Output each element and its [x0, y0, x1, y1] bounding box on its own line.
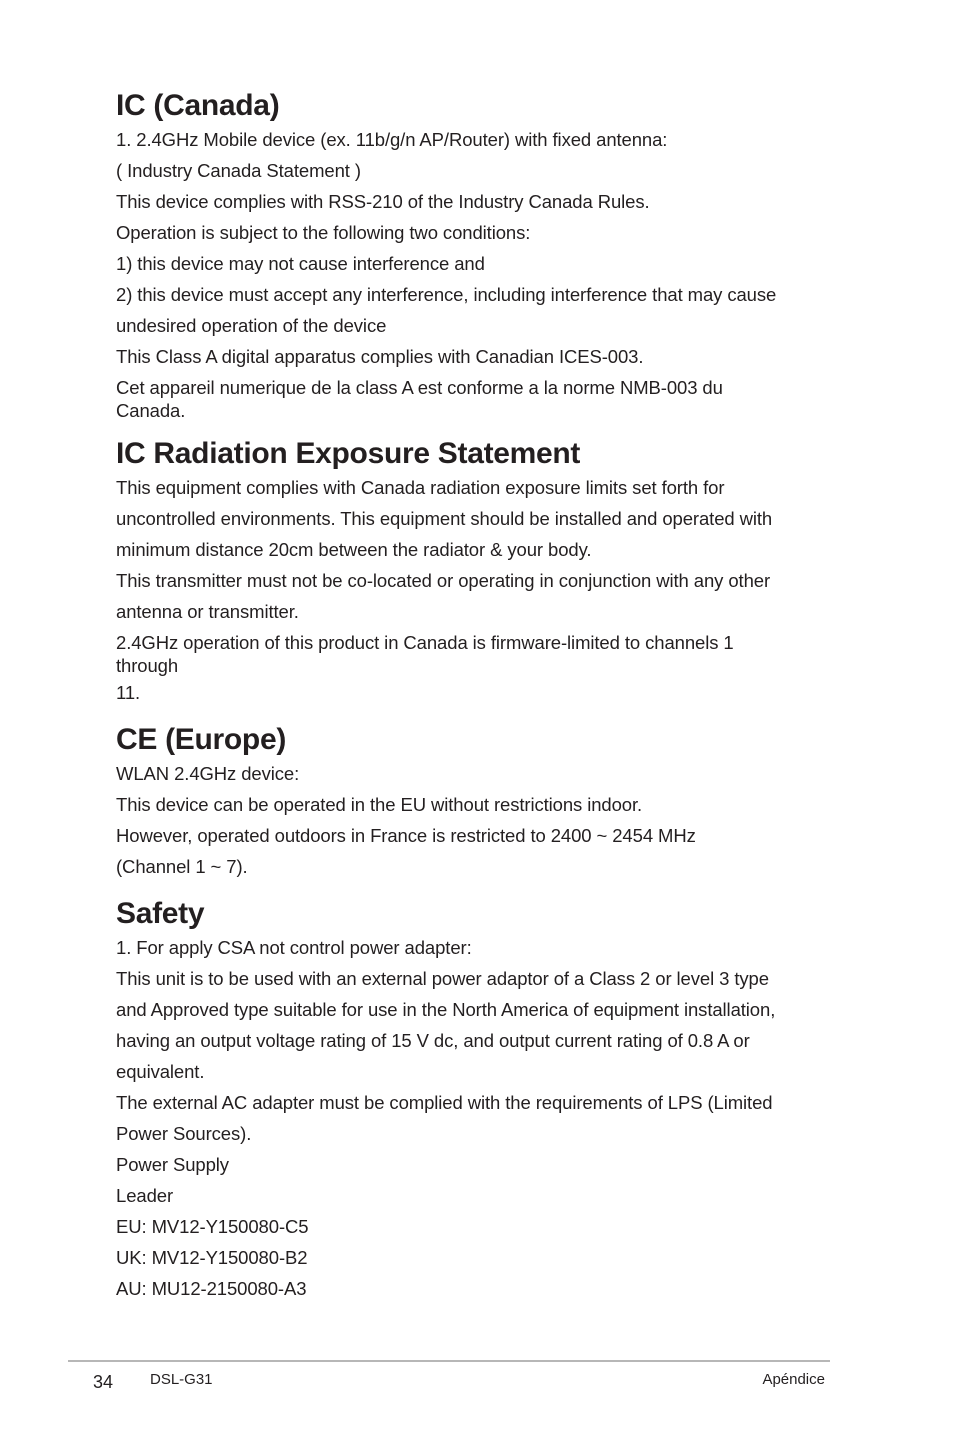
ic-canada-line-9: Cet appareil numerique de la class A est conforme a la norme NMB-003 du Canada.	[116, 377, 723, 421]
safety-line-10: EU: MV12-Y150080-C5	[116, 1216, 309, 1237]
ic-radiation-line-3: minimum distance 20cm between the radiator & your body.	[116, 539, 592, 560]
footer-section-name: Apéndice	[762, 1371, 825, 1388]
ce-europe-line-3: However, operated outdoors in France is restricted to 2400 ~ 2454 MHz	[116, 825, 696, 846]
safety-line-1: 1. For apply CSA not control power adapter:	[116, 937, 472, 958]
ic-radiation-line-1: This equipment complies with Canada radiation exposure limits set forth for	[116, 477, 725, 498]
section-title-ic-canada: IC (Canada)	[116, 89, 280, 122]
footer-model-name: DSL-G31	[150, 1371, 213, 1388]
ic-radiation-line-2: uncontrolled environments. This equipment should be installed and operated with	[116, 508, 773, 529]
footer-page-number: 34	[93, 1372, 114, 1392]
ic-radiation-line-6: 2.4GHz operation of this product in Canada is firmware-limited to channels 1 through	[116, 632, 734, 676]
safety-line-2: This unit is to be used with an external power adaptor of a Class 2 or level 3 type	[116, 968, 769, 989]
safety-line-12: AU: MU12-2150080-A3	[116, 1278, 307, 1299]
safety-line-6: The external AC adapter must be complied with the requirements of LPS (Limited	[116, 1092, 773, 1113]
section-title-ce-europe: CE (Europe)	[116, 723, 287, 756]
ce-europe-line-4: (Channel 1 ~ 7).	[116, 856, 248, 877]
ic-canada-line-6: 2) this device must accept any interference, including interference that may cause	[116, 284, 777, 305]
ic-canada-line-7: undesired operation of the device	[116, 315, 387, 336]
ic-radiation-line-7: 11.	[116, 682, 141, 703]
ic-canada-line-2: ( Industry Canada Statement )	[116, 160, 361, 181]
ic-canada-line-5: 1) this device may not cause interference and	[116, 253, 485, 274]
footer-divider	[68, 1360, 830, 1362]
safety-line-8: Power Supply	[116, 1154, 229, 1175]
section-title-ic-radiation: IC Radiation Exposure Statement	[116, 437, 581, 470]
ce-europe-line-2: This device can be operated in the EU without restrictions indoor.	[116, 794, 643, 815]
section-title-safety: Safety	[116, 897, 205, 930]
ce-europe-line-1: WLAN 2.4GHz device:	[116, 763, 300, 784]
ic-canada-line-3: This device complies with RSS-210 of the Industry Canada Rules.	[116, 191, 650, 212]
safety-line-7: Power Sources).	[116, 1123, 252, 1144]
page-content	[116, 88, 836, 1304]
ic-canada-line-1: 1. 2.4GHz Mobile device (ex. 11b/g/n AP/Router) with fixed antenna:	[116, 129, 668, 150]
safety-line-4: having an output voltage rating of 15 V dc, and output current rating of 0.8 A or	[116, 1030, 750, 1051]
ic-canada-line-4: Operation is subject to the following two conditions:	[116, 222, 531, 243]
safety-line-5: equivalent.	[116, 1061, 205, 1082]
ic-radiation-line-5: antenna or transmitter.	[116, 601, 299, 622]
safety-line-11: UK: MV12-Y150080-B2	[116, 1247, 308, 1268]
ic-canada-line-8: This Class A digital apparatus complies with Canadian ICES-003.	[116, 346, 644, 367]
safety-line-9: Leader	[116, 1185, 174, 1206]
safety-line-3: and Approved type suitable for use in the North America of equipment installation,	[116, 999, 776, 1020]
ic-radiation-line-4: This transmitter must not be co-located or operating in conjunction with any other	[116, 570, 771, 591]
